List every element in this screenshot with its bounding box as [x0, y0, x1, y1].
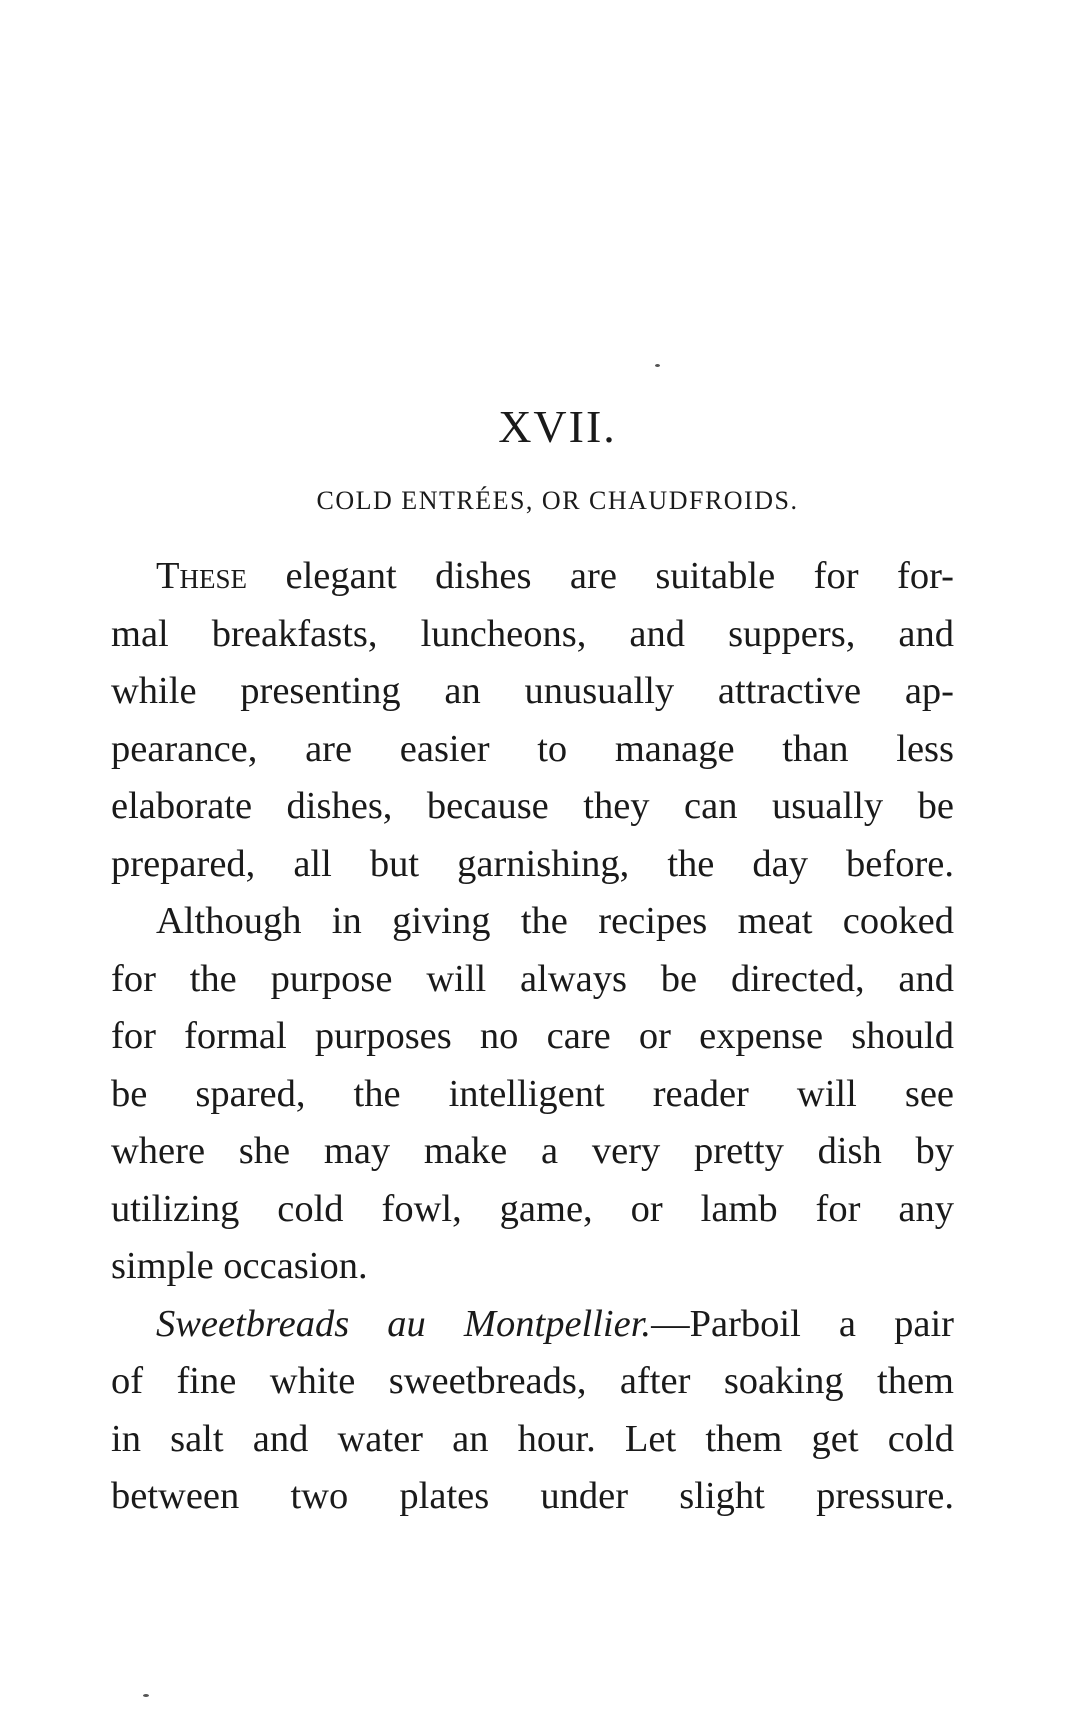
- paragraph: [111, 1296, 954, 1526]
- paragraph: [111, 548, 954, 893]
- scan-speck: [143, 1694, 149, 1697]
- text-line: utilizing cold fowl, game, or lamb for any: [111, 1187, 954, 1230]
- text-line: Sweetbreads au Montpellier.—Parboil a pair: [156, 1302, 954, 1345]
- text-line: mal breakfasts, luncheons, and suppers, and: [111, 612, 954, 655]
- text-line: Although in giving the recipes meat cooked: [156, 900, 954, 942]
- body-text: [111, 548, 954, 1526]
- text-line: while presenting an unusually attractive ap-: [111, 670, 954, 712]
- text-line: for formal purposes no care or expense should: [111, 1015, 954, 1057]
- scan-speck: [655, 364, 660, 367]
- lead-small-caps: These: [156, 555, 248, 597]
- text-line: where she may make a very pretty dish by: [111, 1130, 954, 1172]
- text-line: for the purpose will always be directed, and: [111, 957, 954, 1000]
- paragraph: [111, 893, 954, 1296]
- text-line: prepared, all but garnishing, the day before.: [111, 842, 954, 885]
- text-line: simple occasion.: [111, 1245, 368, 1287]
- text-line: elaborate dishes, because they can usually be: [111, 785, 954, 827]
- text-line: in salt and water an hour. Let them get cold: [111, 1417, 954, 1460]
- recipe-name: Sweetbreads au Montpellier.: [156, 1302, 652, 1345]
- chapter-number: XVII.: [498, 401, 617, 452]
- text-line: between two plates under slight pressure.: [111, 1475, 954, 1517]
- text-line: pearance, are easier to manage than less: [111, 727, 954, 770]
- text-line: These elegant dishes are suitable for for-: [156, 555, 954, 597]
- chapter-title: COLD ENTRÉES, OR CHAUDFROIDS.: [316, 486, 799, 515]
- text-line: be spared, the intelligent reader will see: [111, 1072, 954, 1115]
- text-line: of fine white sweetbreads, after soaking them: [111, 1360, 954, 1402]
